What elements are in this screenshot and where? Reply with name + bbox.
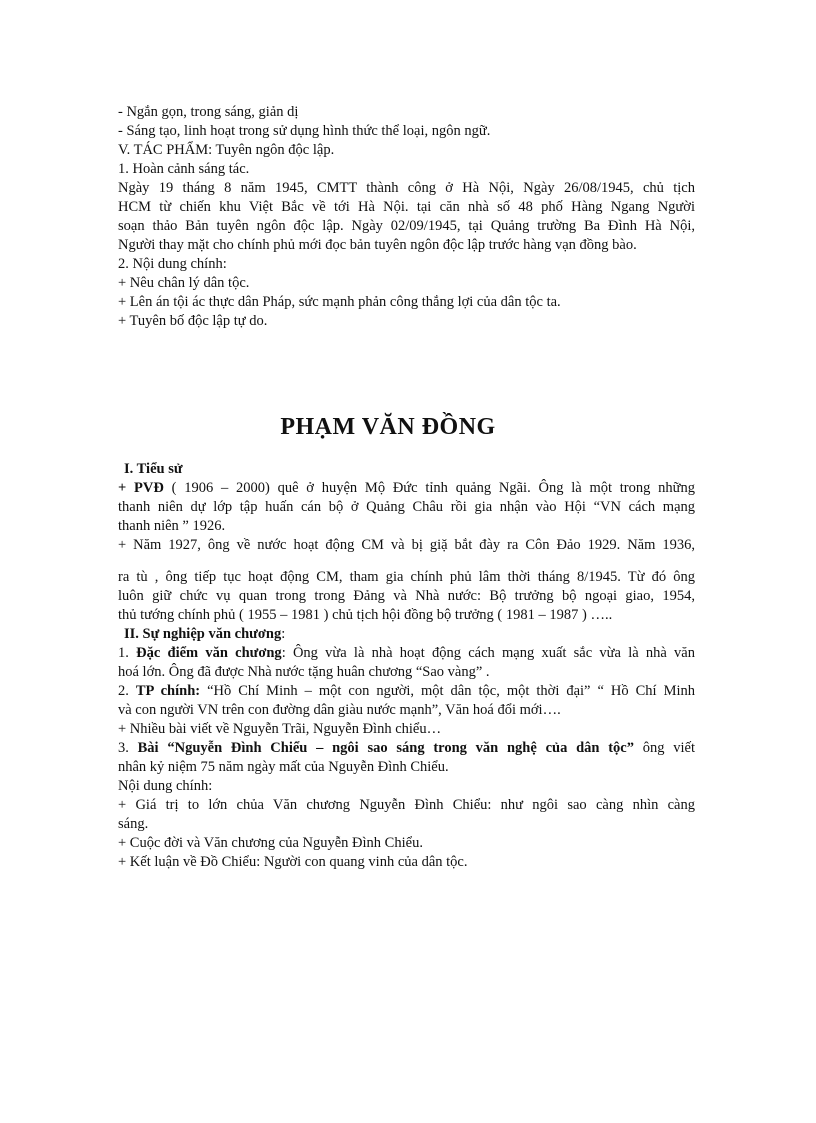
heading-tac-pham-label: V. TÁC PHẨM <box>118 142 209 158</box>
paragraph-line: Ngày 19 tháng 8 năm 1945, CMTT thành công ở Hà Nội, Ngày 26/08/1945, chủ tịch <box>118 180 695 196</box>
heading-tac-pham <box>118 141 695 160</box>
bai-title: Bài “Nguyễn Đình Chiểu – ngôi sao sáng trong văn nghệ của dân tộc” <box>137 740 634 756</box>
noi-dung-item: + Lên án tội ác thực dân Pháp, sức mạnh phản công thắng lợi của dân tộc ta. <box>118 294 561 310</box>
paragraph-line: ra tù , ông tiếp tục hoạt động CM, tham gia chính phủ lâm thời tháng 8/1945. Từ đó ông <box>118 569 695 585</box>
paragraph-line: thanh niên dự lớp tập huấn cán bộ ở Quảng Châu rồi gia nhận vào Hội “VN cách mạng <box>118 499 695 515</box>
section-tac-pham <box>118 103 695 331</box>
paragraph-line <box>118 479 695 498</box>
paragraph-line: + Nhiều bài viết về Nguyễn Trãi, Nguyễn Đình chiểu… <box>118 721 442 737</box>
item-number: 2. <box>118 683 136 699</box>
noi-dung-item: + Tuyên bố độc lập tự do. <box>118 313 268 329</box>
paragraph-line <box>118 644 695 663</box>
section-su-nghiep <box>118 568 695 872</box>
item-number: 3. <box>118 740 138 756</box>
bullet-ngan-gon: - Ngắn gọn, trong sáng, giản dị <box>118 104 299 120</box>
paragraph-line: nhân kỷ niệm 75 năm ngày mất của Nguyễn Đình Chiểu. <box>118 759 449 775</box>
noi-dung-item: + Kết luận về Đồ Chiểu: Người con quang vinh của dân tộc. <box>118 854 468 870</box>
paragraph-line: + Năm 1927, ông về nước hoạt động CM và bị giặ bắt đày ra Côn Đảo 1929. Năm 1936, <box>118 537 695 553</box>
paragraph-text: “Hồ Chí Minh – một con người, một dân tộc, một thời đại” “ Hồ Chí Minh <box>200 683 696 699</box>
su-nghiep-heading <box>118 625 695 644</box>
noi-dung-item: + Giá trị to lớn chủa Văn chương Nguyễn Đình Chiểu: như ngôi sao càng nhìn càng <box>118 797 695 813</box>
paragraph-line: Người thay mặt cho chính phủ mới đọc bản tuyên ngôn độc lập trước hàng vạn đồng bào. <box>118 237 637 253</box>
hoan-canh-heading: 1. Hoàn cảnh sáng tác. <box>118 161 250 177</box>
paragraph-line: HCM từ chiến khu Việt Bắc về tới Hà Nội. tại căn nhà số 48 phố Hàng Ngang Người <box>118 199 695 215</box>
noi-dung-item: sáng. <box>118 816 149 832</box>
paragraph-line: luôn giữ chức vụ quan trong trong Đảng và Nhà nước: Bộ trưởng bộ ngoại giao, 1954, <box>118 588 695 604</box>
bullet-sang-tao: - Sáng tạo, linh hoạt trong sử dụng hình thức thể loại, ngôn ngữ. <box>118 123 491 139</box>
tieu-su-heading: I. Tiểu sử <box>124 461 183 477</box>
paragraph-line: soạn thảo Bản tuyên ngôn độc lập. Ngày 02/09/1945, tại Quảng trường Ba Đình Hà Nội, <box>118 218 695 234</box>
tp-chinh-label: TP chính: <box>135 683 201 699</box>
dac-diem-label: Đặc điểm văn chương <box>136 645 282 661</box>
paragraph-line <box>118 682 695 701</box>
paragraph-line <box>118 739 695 758</box>
su-nghiep-colon: : <box>281 626 286 642</box>
section-tieu-su <box>118 460 695 555</box>
paragraph-line: và con người VN trên con đường dân giàu nước mạnh”, Văn hoá đổi mới…. <box>118 702 561 718</box>
paragraph-line: thanh niên ” 1926. <box>118 518 226 534</box>
paragraph-text: ( 1906 – 2000) quê ở huyện Mộ Đức tỉnh quảng Ngãi. Ông là một trong những <box>163 480 696 496</box>
paragraph-line: hoá lớn. Ông đã được Nhà nước tặng huân chương “Sao vàng” . <box>118 664 490 680</box>
paragraph-line: thủ tướng chính phủ ( 1955 – 1981 ) chủ tịch hội đồng bộ trưởng ( 1981 – 1987 ) ….. <box>118 607 613 623</box>
paragraph-text: : Ông vừa là nhà hoạt động cách mạng xuất sắc vừa là nhà văn <box>281 645 695 661</box>
item-number: 1. <box>118 645 137 661</box>
pvd-label: + PVĐ <box>118 480 164 496</box>
page-title: PHẠM VĂN ĐỒNG <box>280 414 496 440</box>
noi-dung-item: + Cuộc đời và Văn chương của Nguyễn Đình Chiểu. <box>118 835 423 851</box>
paragraph-text: ông viết <box>633 740 695 756</box>
noi-dung-item: + Nêu chân lý dân tộc. <box>118 275 250 291</box>
noi-dung-heading: 2. Nội dung chính: <box>118 256 227 272</box>
su-nghiep-label: II. Sự nghiệp văn chương <box>124 626 282 642</box>
noi-dung-heading: Nội dung chính: <box>118 778 213 794</box>
heading-tac-pham-rest: : Tuyên ngôn độc lập. <box>208 142 335 158</box>
